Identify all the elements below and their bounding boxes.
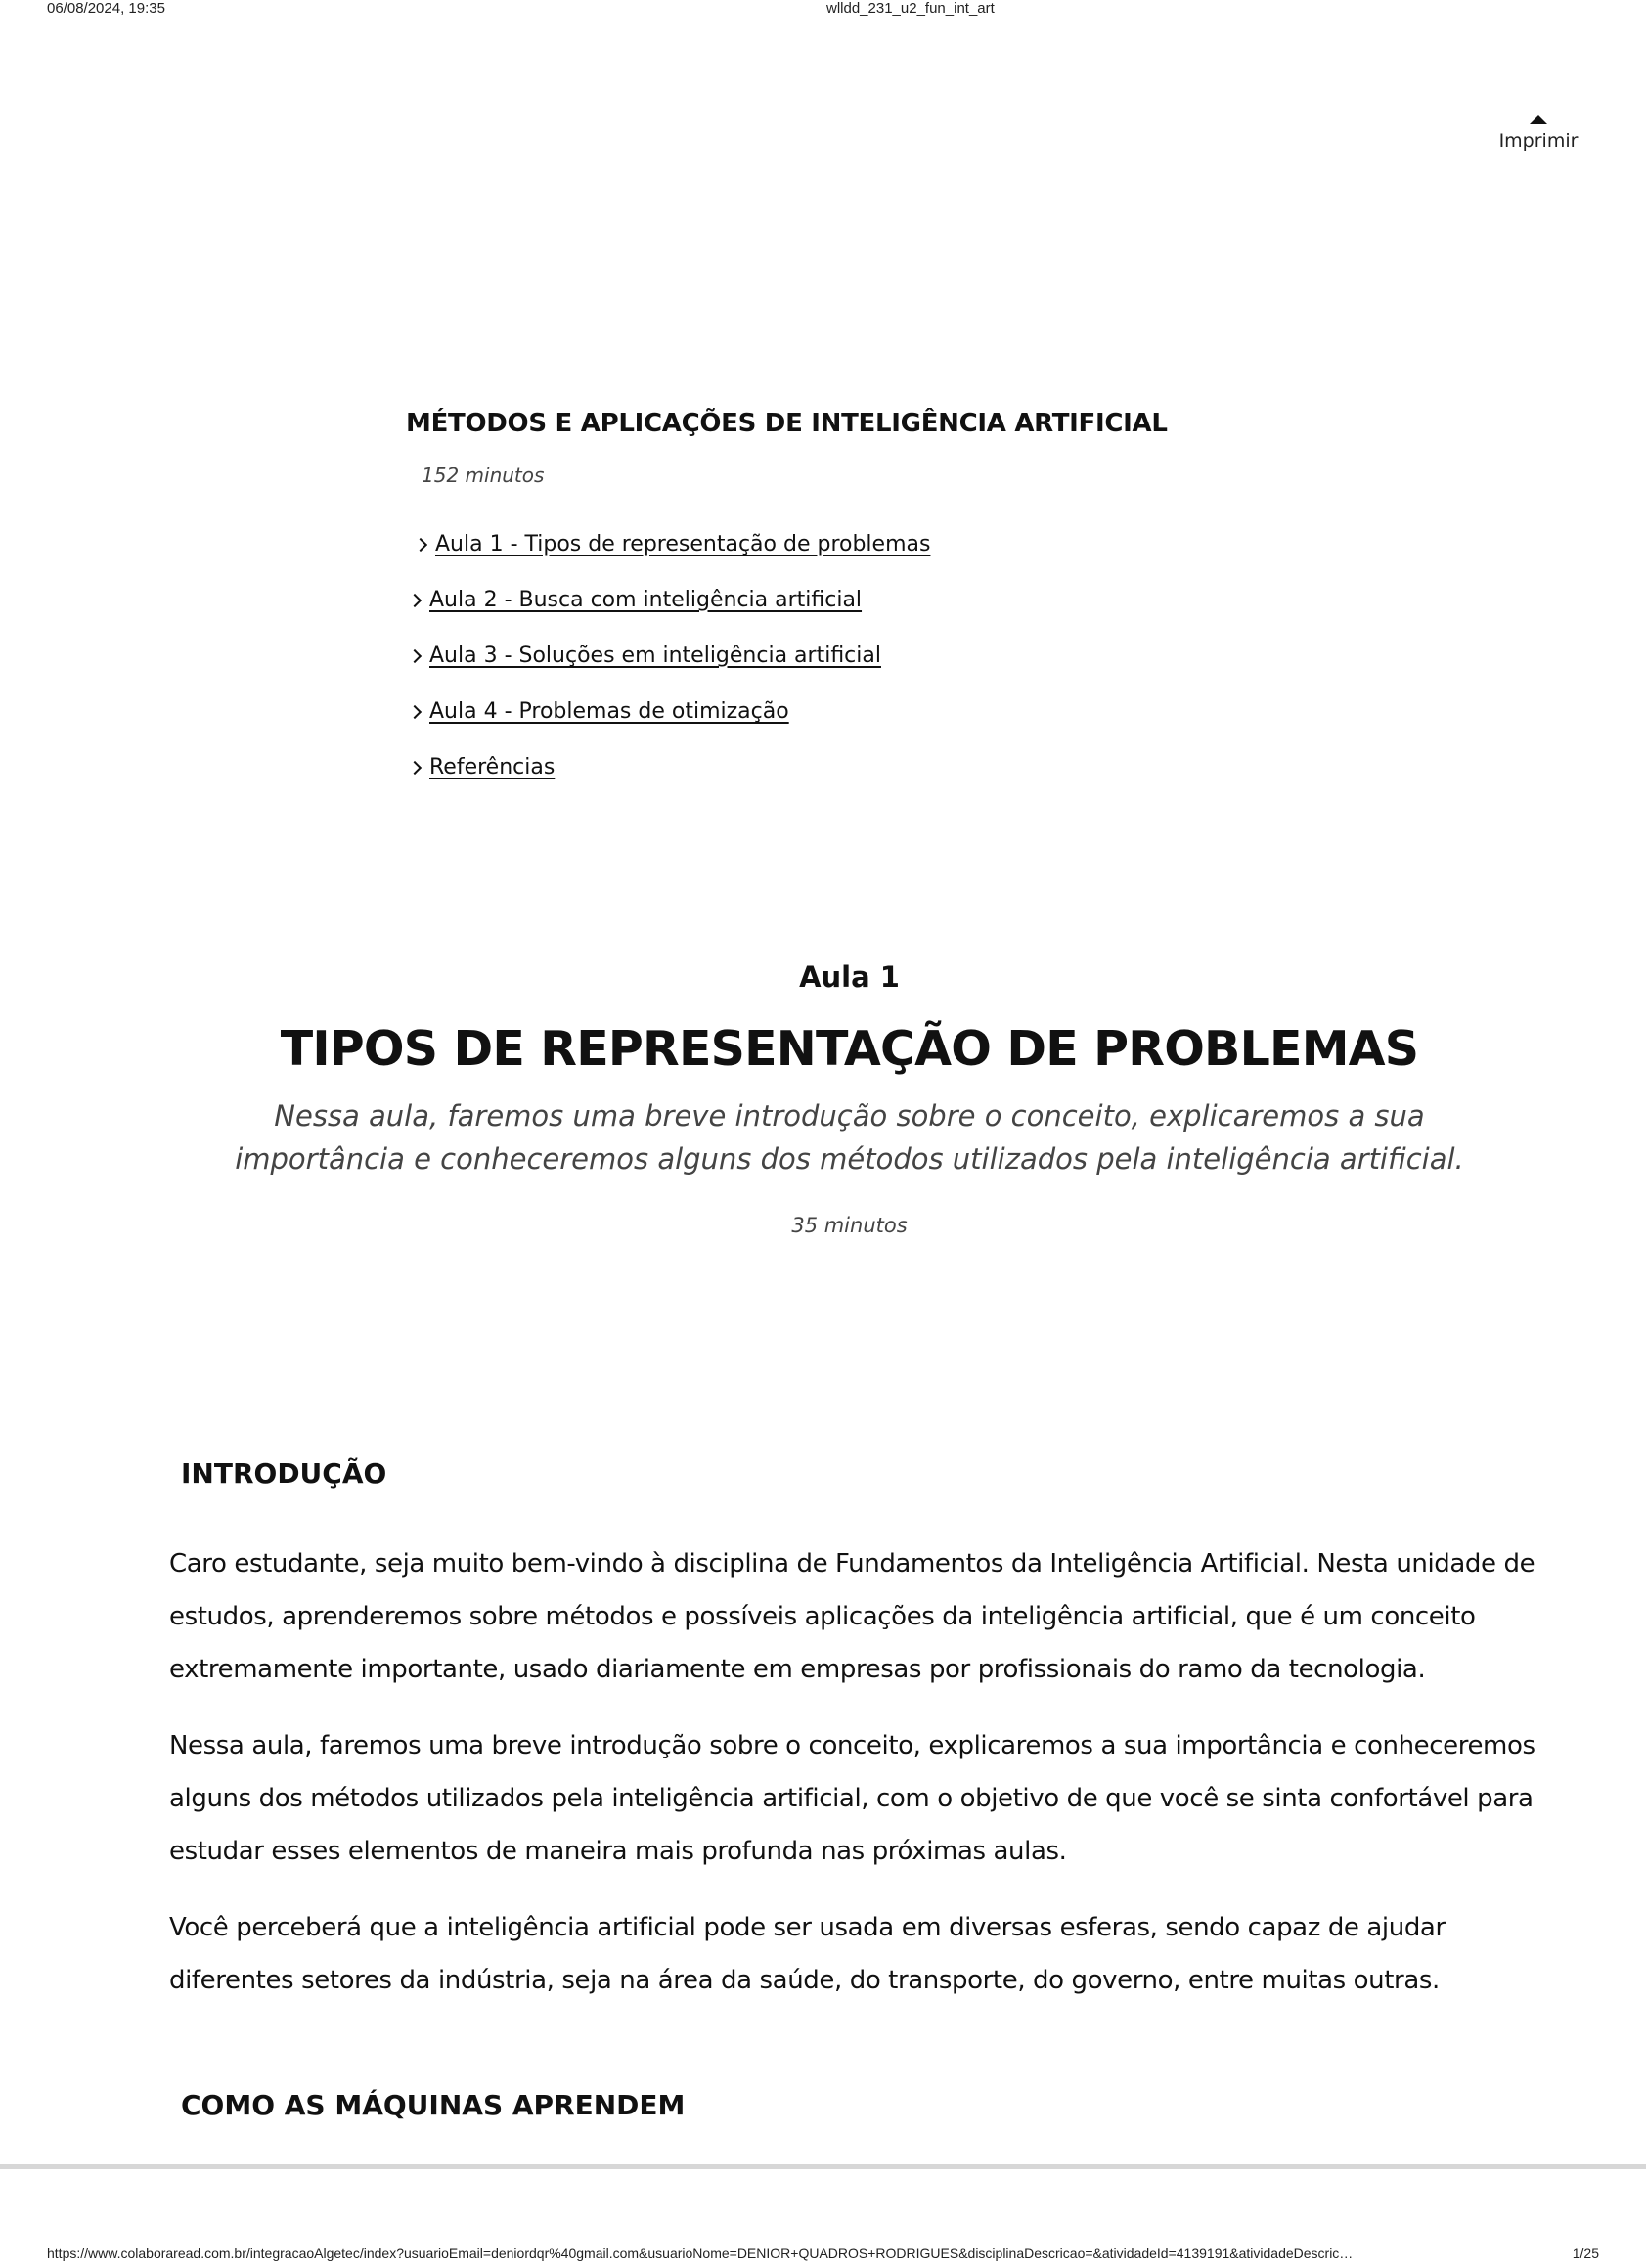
toc-item-aula-3[interactable] [406, 628, 1286, 684]
toc-title: MÉTODOS E APLICAÇÕES DE INTELIGÊNCIA ARTIFICIAL [406, 409, 1168, 438]
lesson-label: Aula 1 [799, 960, 900, 994]
toc-link-aula-2[interactable]: Aula 2 - Busca com inteligência artificial [429, 588, 863, 612]
pdf-footer-page-number: 1/25 [1572, 2246, 1599, 2261]
chevron-right-icon [408, 704, 422, 718]
toc-list [406, 516, 1286, 795]
pdf-header-title: wlldd_231_u2_fun_int_art [826, 0, 995, 17]
toc-link-referencias[interactable]: Referências [429, 755, 556, 779]
intro-paragraph-1: Caro estudante, seja muito bem-vindo à disciplina de Fundamentos da Inteligência Artificial. Nesta unidade de estudos, aprenderemos sobre métodos e possíveis aplicações da inteligência artificial, que é um conceito extremamente importante, usado diariamente em empresas por profissionais do ramo da tecnologia. [169, 1549, 1535, 1684]
intro-paragraph-3: Você perceberá que a inteligência artificial pode ser usada em diversas esferas, sendo capaz de ajudar diferentes setores da indústria, seja na área da saúde, do transporte, do governo, entre muitas outras. [169, 1913, 1446, 1995]
print-label: Imprimir [1498, 130, 1579, 152]
chevron-right-icon [408, 760, 422, 774]
pdf-header-datetime: 06/08/2024, 19:35 [47, 0, 165, 17]
toc-item-aula-4[interactable] [406, 684, 1286, 739]
chevron-right-icon [408, 648, 422, 662]
section-title-machines: COMO AS MÁQUINAS APRENDEM [181, 2089, 686, 2121]
lesson-subtitle: Nessa aula, faremos uma breve introdução sobre o conceito, explicaremos a sua importância e conheceremos alguns dos métodos utilizados pela inteligência artificial. [235, 1099, 1464, 1176]
intro-paragraph-2: Nessa aula, faremos uma breve introdução sobre o conceito, explicaremos a sua importância e conheceremos alguns dos métodos utilizados pela inteligência artificial, com o objetivo de que você se sinta confortável para estudar esses elementos de maneira mais profunda nas próximas aulas. [169, 1731, 1535, 1866]
toc-item-referencias[interactable] [406, 739, 1286, 795]
lesson-title: TIPOS DE REPRESENTAÇÃO DE PROBLEMAS [280, 1021, 1419, 1077]
chevron-right-icon [408, 593, 422, 606]
table-of-contents [406, 409, 1286, 795]
intro-title: INTRODUÇÃO [181, 1457, 387, 1490]
toc-link-aula-3[interactable]: Aula 3 - Soluções em inteligência artificial [429, 644, 881, 668]
pdf-footer-url: https://www.colaboraread.com.br/integracaoAlgetec/index?usuarioEmail=deniordqr%40gmail.com&usuarioNome=DENIOR+QUADROS+RODRIGUES&disciplinaDescricao=&atividadeId=4139191&atividadeDescric… [47, 2246, 1354, 2261]
intro-body [169, 1537, 1538, 2030]
toc-duration: 152 minutos [422, 464, 545, 487]
toc-link-aula-1[interactable]: Aula 1 - Tipos de representação de problemas [435, 532, 931, 556]
toc-item-aula-1[interactable] [406, 516, 1286, 572]
lesson-duration: 35 minutos [791, 1214, 908, 1237]
caret-up-icon [1530, 115, 1547, 124]
toc-link-aula-4[interactable]: Aula 4 - Problemas de otimização [429, 699, 789, 724]
chevron-right-icon [414, 537, 427, 551]
toc-item-aula-2[interactable] [406, 572, 1286, 628]
page-divider [0, 2164, 1646, 2169]
lesson-header [196, 960, 1503, 1237]
print-button[interactable] [1496, 115, 1580, 152]
